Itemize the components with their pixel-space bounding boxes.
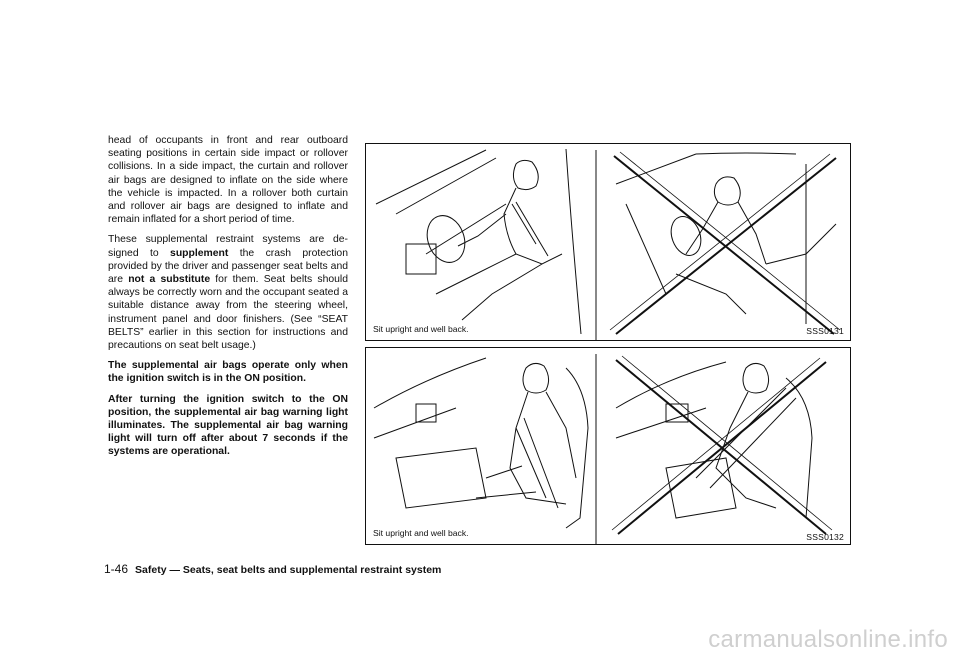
watermark: carmanualsonline.info	[708, 626, 948, 653]
figure-driver-seating	[365, 143, 851, 341]
figure-top-caption: Sit upright and well back.	[373, 324, 469, 334]
bold-supplement: supplement	[170, 247, 229, 259]
paragraph-1: head of occupants in front and rear outboard seating positions in certain side impact or rollover collisions. In a side impact, the curtain and rollover air bags are designed to inflate on the side where the vehicle is impacted. In a rollover both curtain and rollover air bags are designed to inflate and remain inflated for a short period of time.	[108, 135, 348, 226]
paragraph-4: After turning the ignition switch to the ON position, the supplemental air bag warning light illuminates. The supplemental air bag warning light will turn off after about 7 seconds if the systems are operational.	[108, 393, 348, 458]
figure-bottom-caption: Sit upright and well back.	[373, 528, 469, 538]
footer-title: Safety — Seats, seat belts and supplemental restraint system	[135, 564, 442, 576]
passenger-seating-illustration	[366, 348, 850, 544]
figure-passenger-seating	[365, 347, 851, 545]
driver-seating-illustration	[366, 144, 850, 340]
paragraph-3: The supplemental air bags operate only when the ignition switch is in the ON position.	[108, 360, 348, 385]
page-number: 1-46	[104, 562, 129, 576]
body-text-column	[108, 134, 348, 466]
bold-not-a-substitute: not a substitute	[128, 274, 211, 286]
page-footer	[104, 562, 441, 576]
figure-top-code: SSS0131	[806, 326, 844, 336]
paragraph-2: These supplemental restraint systems are de-signed to supplement the crash protection provided by the driver and passenger seat belts and are not a substitute for them. Seat belts should always be correctly worn and the occupant seated a suitable distance away from the steering wheel, instrument panel and door finishers. (See “SEAT BELTS” earlier in this section for instructions and precautions on seat belt usage.)	[108, 234, 348, 352]
figure-bottom-code: SSS0132	[806, 532, 844, 542]
